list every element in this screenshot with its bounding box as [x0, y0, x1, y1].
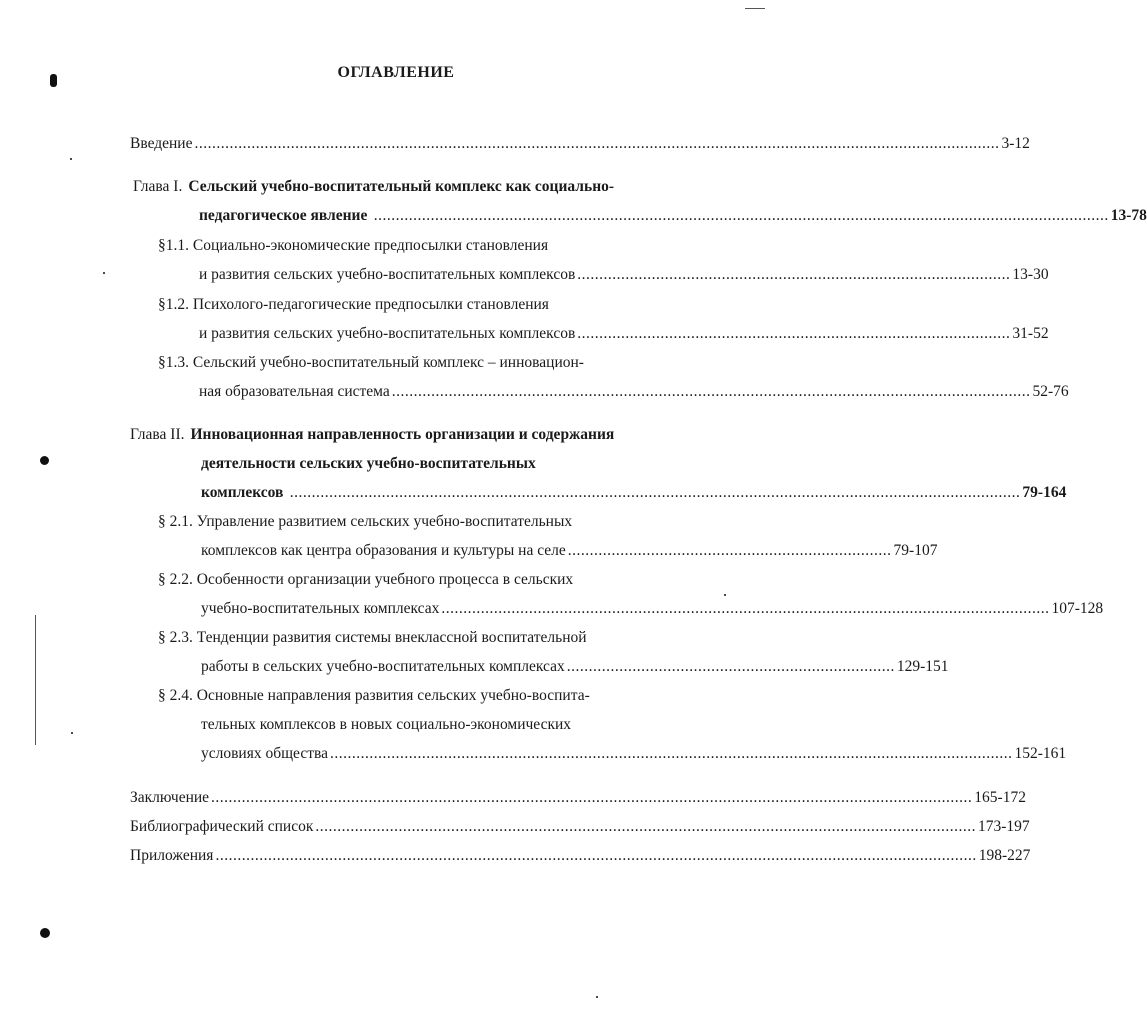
- scan-blot: [40, 928, 50, 938]
- toc-pages: 31-52: [1012, 325, 1049, 342]
- section-2-1-heading: [158, 512, 572, 532]
- toc-pages: 129-151: [896, 658, 949, 675]
- chapter2-heading: [130, 425, 614, 445]
- toc-entry-section-2-1: [201, 541, 938, 561]
- toc-entry-intro: [130, 134, 1030, 154]
- toc-entry-section-1-3: [199, 382, 1069, 402]
- toc-leader: ..................................................................................................................................................: [391, 383, 1031, 400]
- toc-leader: ...........................................................................................................................................: [441, 600, 1050, 617]
- toc-pages: 79-164: [1022, 484, 1067, 501]
- scan-speck: [70, 158, 72, 160]
- section-number: § 2.1.: [158, 513, 193, 530]
- section-title-line2: ная образовательная система: [199, 383, 390, 400]
- section-title-line1: Тенденции развития системы внеклассной воспитательной: [196, 629, 587, 646]
- toc-entry-appendices: [130, 846, 1031, 866]
- toc-pages: 107-128: [1051, 600, 1104, 617]
- toc-entry-conclusion: [130, 788, 1026, 808]
- scan-speck: [71, 732, 73, 734]
- toc-entry-section-2-3: [201, 657, 949, 677]
- scan-edge-line: [35, 615, 36, 745]
- chapter2-title-line1: Инновационная направленность организации и содержания: [190, 426, 615, 443]
- toc-pages: 198-227: [978, 847, 1031, 864]
- toc-label: Введение: [130, 135, 193, 152]
- toc-pages: 13-78: [1110, 207, 1147, 224]
- toc-leader: ........................................................................................................................................................................................: [194, 135, 1000, 152]
- toc-entry-section-2-2: [201, 599, 1104, 619]
- section-title-line2: тельных комплексов в новых социально-экономических: [201, 716, 572, 733]
- scan-speck: [596, 996, 598, 998]
- section-number: §1.3.: [158, 354, 189, 371]
- chapter2-title-line3: комплексов: [201, 484, 284, 501]
- toc-pages: 13-30: [1012, 266, 1049, 283]
- toc-leader: ........................................................................................................................................................................: [369, 207, 1109, 224]
- toc-label: Библиографический список: [130, 818, 314, 835]
- section-1-3-heading: [158, 353, 584, 373]
- toc-leader: ...........................................................................: [566, 658, 895, 675]
- section-number: § 2.4.: [158, 687, 193, 704]
- toc-leader: ..............................................................................................................................................................................: [211, 789, 973, 806]
- chapter2-label: Глава II.: [130, 426, 185, 443]
- chapter1-title-line1: Сельский учебно-воспитательный комплекс как социально-: [188, 178, 615, 195]
- section-title-line1: Управление развитием сельских учебно-воспитательных: [196, 513, 573, 530]
- toc-label: Приложения: [130, 847, 214, 864]
- toc-entry-chapter1: [199, 206, 1147, 226]
- toc-entry-section-2-4: [201, 744, 1067, 764]
- toc-leader: ...................................................................................................: [577, 325, 1011, 342]
- section-title-line1: Сельский учебно-воспитательный комплекс – инновацион-: [192, 354, 584, 371]
- section-1-2-heading: [158, 295, 549, 315]
- toc-pages: 79-107: [893, 542, 938, 559]
- section-title-line3: условиях общества: [201, 745, 328, 762]
- scan-speck: [103, 272, 105, 274]
- section-2-4-heading: [158, 686, 590, 706]
- toc-label: Заключение: [130, 789, 210, 806]
- chapter1-label: Глава I.: [133, 178, 183, 195]
- section-2-3-heading: [158, 628, 587, 648]
- toc-pages: 165-172: [974, 789, 1026, 806]
- section-number: §1.2.: [158, 296, 189, 313]
- toc-entry-section-1-1: [199, 265, 1049, 285]
- toc-entry-bibliography: [130, 817, 1030, 837]
- toc-leader: ..........................................................................: [567, 542, 892, 559]
- section-title-line1: Социально-экономические предпосылки становления: [192, 237, 549, 254]
- chapter1-title-line2: педагогическое явление: [199, 207, 368, 224]
- section-title-line2: комплексов как центра образования и культуры на селе: [201, 542, 566, 559]
- toc-leader: .......................................................................................................................................................................: [285, 484, 1021, 501]
- section-title-line1: Основные направления развития сельских учебно-воспита-: [196, 687, 590, 704]
- toc-pages: 52-76: [1032, 383, 1069, 400]
- section-number: §1.1.: [158, 237, 189, 254]
- toc-pages: 173-197: [978, 818, 1030, 835]
- scan-edge-line: [745, 8, 765, 9]
- section-title-line1: Психолого-педагогические предпосылки становления: [192, 296, 549, 313]
- section-title-line1: Особенности организации учебного процесса в сельских: [196, 571, 574, 588]
- chapter2-title-line2: деятельности сельских учебно-воспитательных: [201, 455, 536, 472]
- toc-leader: .......................................................................................................................................................: [315, 818, 976, 835]
- toc-leader: ...................................................................................................: [577, 266, 1011, 283]
- scan-speck: [724, 594, 726, 596]
- section-number: § 2.3.: [158, 629, 193, 646]
- page-title: ОГЛАВЛЕНИЕ: [337, 64, 455, 81]
- section-1-1-heading: [158, 236, 548, 256]
- toc-entry-section-1-2: [199, 324, 1049, 344]
- section-title-line2: и развития сельских учебно-воспитательных комплексов: [199, 266, 576, 283]
- toc-pages: 3-12: [1001, 135, 1030, 152]
- toc-pages: 152-161: [1014, 745, 1067, 762]
- toc-leader: ..............................................................................................................................................................................: [215, 847, 977, 864]
- section-title-line2: учебно-воспитательных комплексах: [201, 600, 440, 617]
- section-title-line2: работы в сельских учебно-воспитательных комплексах: [201, 658, 565, 675]
- toc-entry-chapter2: [201, 483, 1067, 503]
- section-2-2-heading: [158, 570, 573, 590]
- toc-leader: ............................................................................................................................................................: [329, 745, 1013, 762]
- scan-blot: [50, 74, 57, 87]
- scan-blot: [40, 456, 49, 465]
- section-title-line2: и развития сельских учебно-воспитательных комплексов: [199, 325, 576, 342]
- section-number: § 2.2.: [158, 571, 193, 588]
- chapter1-heading: [133, 177, 614, 197]
